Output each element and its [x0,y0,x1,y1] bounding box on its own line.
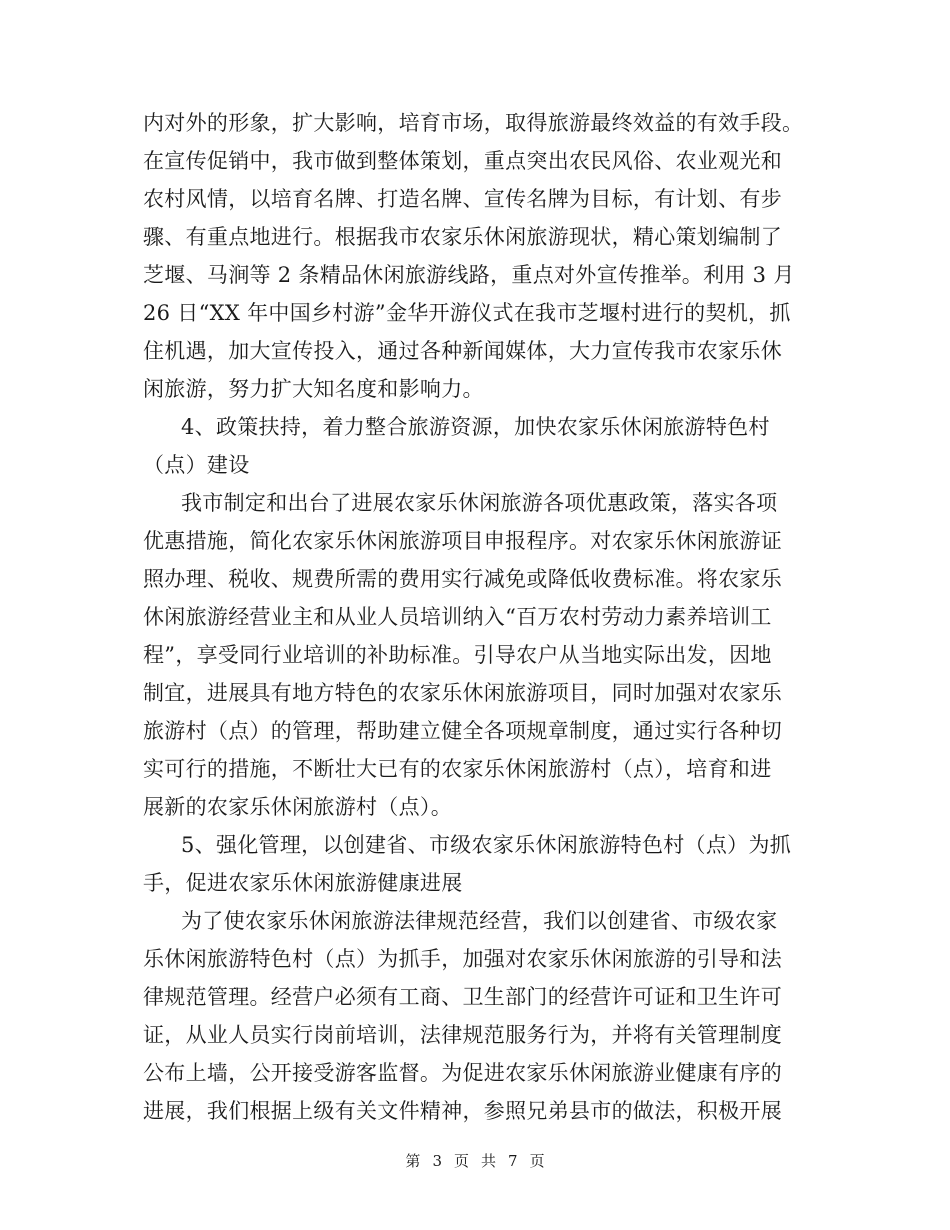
text-line: 芝堰、马涧等 2 条精品休闲旅游线路，重点对外宣传推举。利用 3 月 [143,263,795,287]
section-heading-5: 5、强化管理，以创建省、市级农家乐休闲旅游特色村（点）为抓 [181,833,792,857]
text-line: 闲旅游，努力扩大知名度和影响力。 [143,377,484,401]
footer-total-label: 页 [529,1152,545,1170]
text-line: 骤、有重点地进行。根据我市农家乐休闲旅游现状，精心策划编制了 [143,225,782,249]
footer-current-page: 3 [432,1152,442,1170]
footer-total-pages: 7 [508,1152,518,1170]
text-line: 程”，享受同行业培训的补助标准。引导农户从当地实际出发，因地 [143,643,772,667]
text-line: 旅游村（点）的管理，帮助建立健全各项规章制度，通过实行各种切 [143,719,782,743]
text-line: 进展，我们根据上级有关文件精神，参照兄弟县市的做法，积极开展 [143,1099,782,1123]
text-line: 实可行的措施，不断壮大已有的农家乐休闲旅游村（点），培育和进 [143,757,772,781]
text-line: 公布上墙，公开接受游客监督。为促进农家乐休闲旅游业健康有序的 [143,1061,782,1085]
section-heading-5-continued: 手，促进农家乐休闲旅游健康进展 [143,871,463,895]
text-line: 在宣传促销中，我市做到整体策划，重点突出农民风俗、农业观光和 [143,149,782,173]
text-line: 乐休闲旅游特色村（点）为抓手，加强对农家乐休闲旅游的引导和法 [143,947,782,971]
text-line: 展新的农家乐休闲旅游村（点）。 [143,795,452,819]
footer-total-prefix: 共 [481,1152,497,1170]
text-line: 内对外的形象，扩大影响，培育市场，取得旅游最终效益的有效手段。 [143,111,804,135]
text-line: 律规范管理。经营户必须有工商、卫生部门的经营许可证和卫生许可 [143,985,782,1009]
text-line: 证，从业人员实行岗前培训，法律规范服务行为，并将有关管理制度 [143,1023,782,1047]
footer-page-label: 页 [453,1152,469,1170]
text-line: 优惠措施，简化农家乐休闲旅游项目申报程序。对农家乐休闲旅游证 [143,529,782,553]
section-heading-4-continued: （点）建设 [143,453,250,477]
text-line: 休闲旅游经营业主和从业人员培训纳入“百万农村劳动力素养培训工 [143,605,772,629]
text-line: 照办理、税收、规费所需的费用实行减免或降低收费标准。将农家乐 [143,567,782,591]
text-line: 农村风情，以培育名牌、打造名牌、宣传名牌为目标，有计划、有步 [143,187,782,211]
page-footer [0,1150,950,1172]
text-line: 26 日“XX 年中国乡村游”金华开游仪式在我市芝堰村进行的契机，抓 [143,301,791,325]
section-heading-4: 4、政策扶持，着力整合旅游资源，加快农家乐休闲旅游特色村 [181,415,770,439]
text-line: 为了使农家乐休闲旅游法律规范经营，我们以创建省、市级农家 [181,909,778,933]
text-line: 住机遇，加大宣传投入，通过各种新闻媒体，大力宣传我市农家乐休 [143,339,782,363]
footer-page-prefix: 第 [405,1152,421,1170]
text-line: 我市制定和出台了进展农家乐休闲旅游各项优惠政策，落实各项 [181,491,778,515]
text-line: 制宜，进展具有地方特色的农家乐休闲旅游项目，同时加强对农家乐 [143,681,782,705]
